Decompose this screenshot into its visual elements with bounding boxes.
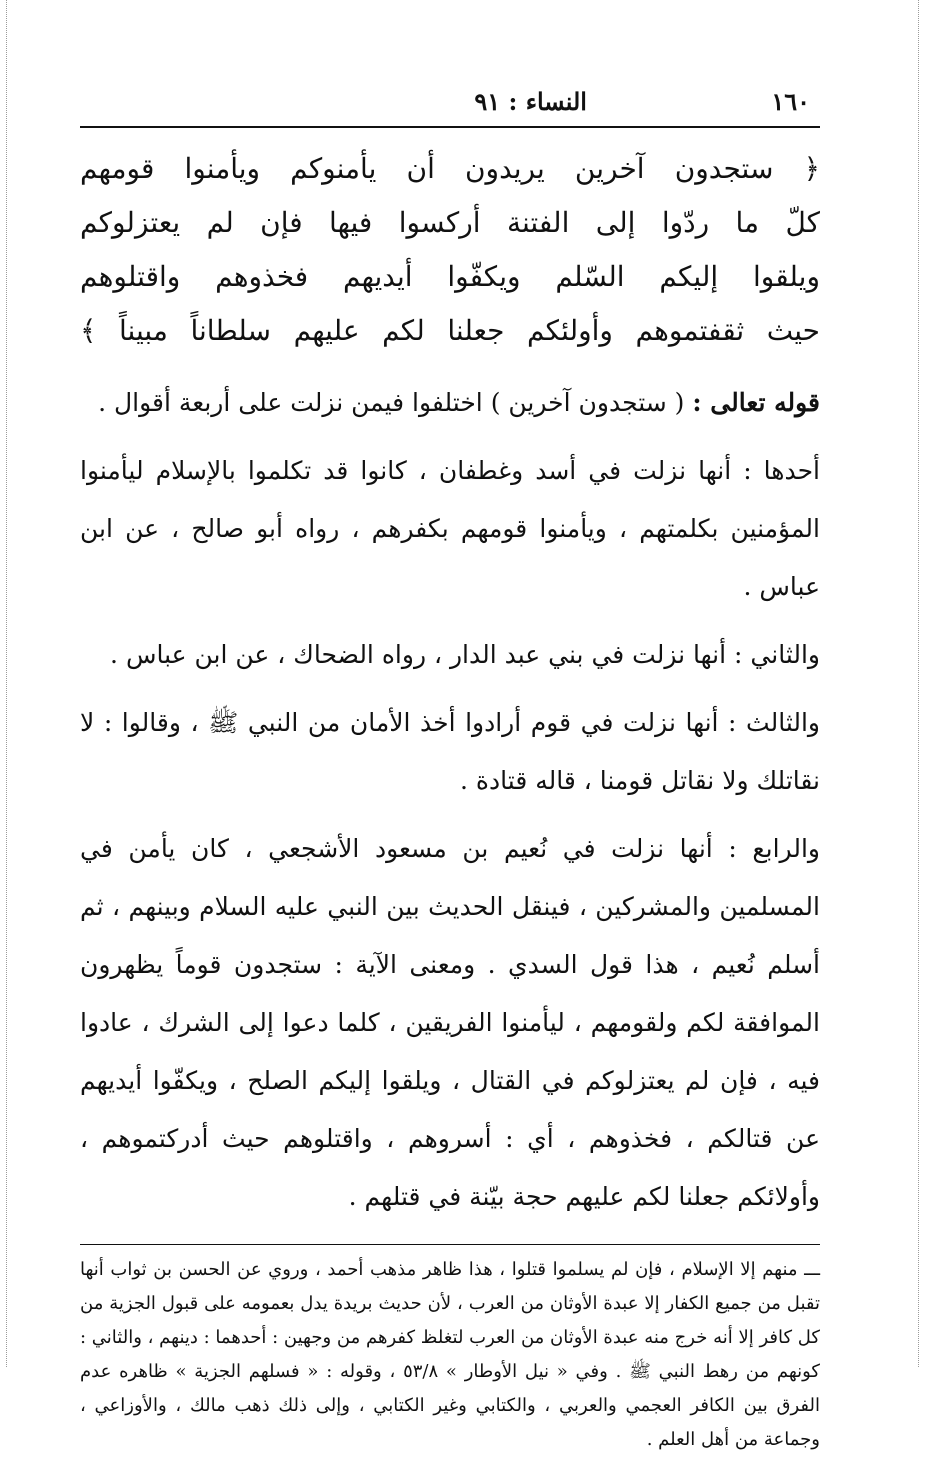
verse-line: حيث ثقفتموهم وأولئكم جعلنا لكم عليهم سلطاناً مبيناً ﴾	[80, 314, 820, 347]
footnotes	[80, 1253, 820, 1457]
intro-lead: قوله تعالى :	[692, 388, 820, 417]
commentary-paragraph: أحدها : أنها نزلت في أسد وغطفان ، كانوا قد تكلموا بالإسلام ليأمنوا المؤمنين بكلمتهم ، ويأمنوا قومهم بكفرهم ، رواه أبو صالح ، عن ابن عباس .	[80, 456, 820, 601]
intro-rest: ( ستجدون آخرين ) اختلفوا فيمن نزلت على أربعة أقوال .	[98, 388, 685, 417]
commentary-paragraph: والثاني : أنها نزلت في بني عبد الدار ، رواه الضحاك ، عن ابن عباس .	[110, 640, 820, 669]
page-header	[80, 78, 820, 124]
page-number: ١٦٠	[771, 86, 810, 116]
verse-line: ﴿ ستجدون آخرين يريدون أن يأمنوكم ويأمنوا قومهم	[80, 152, 820, 185]
right-margin-guide	[918, 0, 919, 1367]
commentary	[80, 374, 820, 1226]
footnote-text: ـــ منهم إلا الإسلام ، فإن لم يسلموا قتلوا ، هذا ظاهر مذهب أحمد ، وروي عن الحسن بن ثواب أنها تقبل من جميع الكفار إلا عبدة الأوثان من العرب ، لأن حديث بريدة يدل بعمومه على قبول الجزية من كل كافر إلا أنه خرج منه عبدة الأوثان من العرب لتغلظ كفرهم من وجهين : أحدهما : دينهم ، والثاني : كونهم من رهط النبي ﷺ . وفي « نيل الأوطار » ٥٣/٨ ، وقوله : « فسلهم الجزية » ظاهره عدم الفرق بين الكافر العجمي والعربي ، والكتابي وغير الكتابي ، وإلى ذلك ذهب مالك ، والأوزاعي ، وجماعة من أهل العلم .	[80, 1259, 821, 1450]
footnote-rule	[80, 1244, 820, 1245]
commentary-paragraph: والثالث : أنها نزلت في قوم أرادوا أخذ الأمان من النبي ﷺ ، وقالوا : لا نقاتلك ولا نقاتل قومنا ، قاله قتادة .	[80, 708, 820, 795]
commentary-intro	[80, 374, 820, 432]
verse-line: ويلقوا إليكم السّلم ويكفّوا أيديهم فخذوهم واقتلوهم	[80, 260, 820, 293]
verse-line: كلّ ما ردّوا إلى الفتنة أركسوا فيها فإن لم يعتزلوكم	[80, 206, 820, 239]
quran-verse	[80, 142, 820, 358]
book-page	[80, 78, 820, 1457]
running-title: النساء : ٩١	[474, 86, 587, 116]
header-rule	[80, 126, 820, 128]
left-margin-guide	[6, 0, 7, 1367]
commentary-paragraph: والرابع : أنها نزلت في نُعيم بن مسعود الأشجعي ، كان يأمن في المسلمين والمشركين ، فينقل الحديث بين النبي عليه السلام وبينهم ، ثم أسلم نُعيم ، هذا قول السدي . ومعنى الآية : ستجدون قوماً يظهرون الموافقة لكم ولقومهم ، ليأمنوا الفريقين ، كلما دعوا إلى الشرك ، عادوا فيه ، فإن لم يعتزلوكم في القتال ، ويلقوا إليكم الصلح ، ويكفّوا أيديهم عن قتالكم ، فخذوهم ، أي : أسروهم ، واقتلوهم حيث أدركتموهم ، وأولائكم جعلنا لكم عليهم حجة بيّنة في قتلهم .	[80, 834, 821, 1211]
